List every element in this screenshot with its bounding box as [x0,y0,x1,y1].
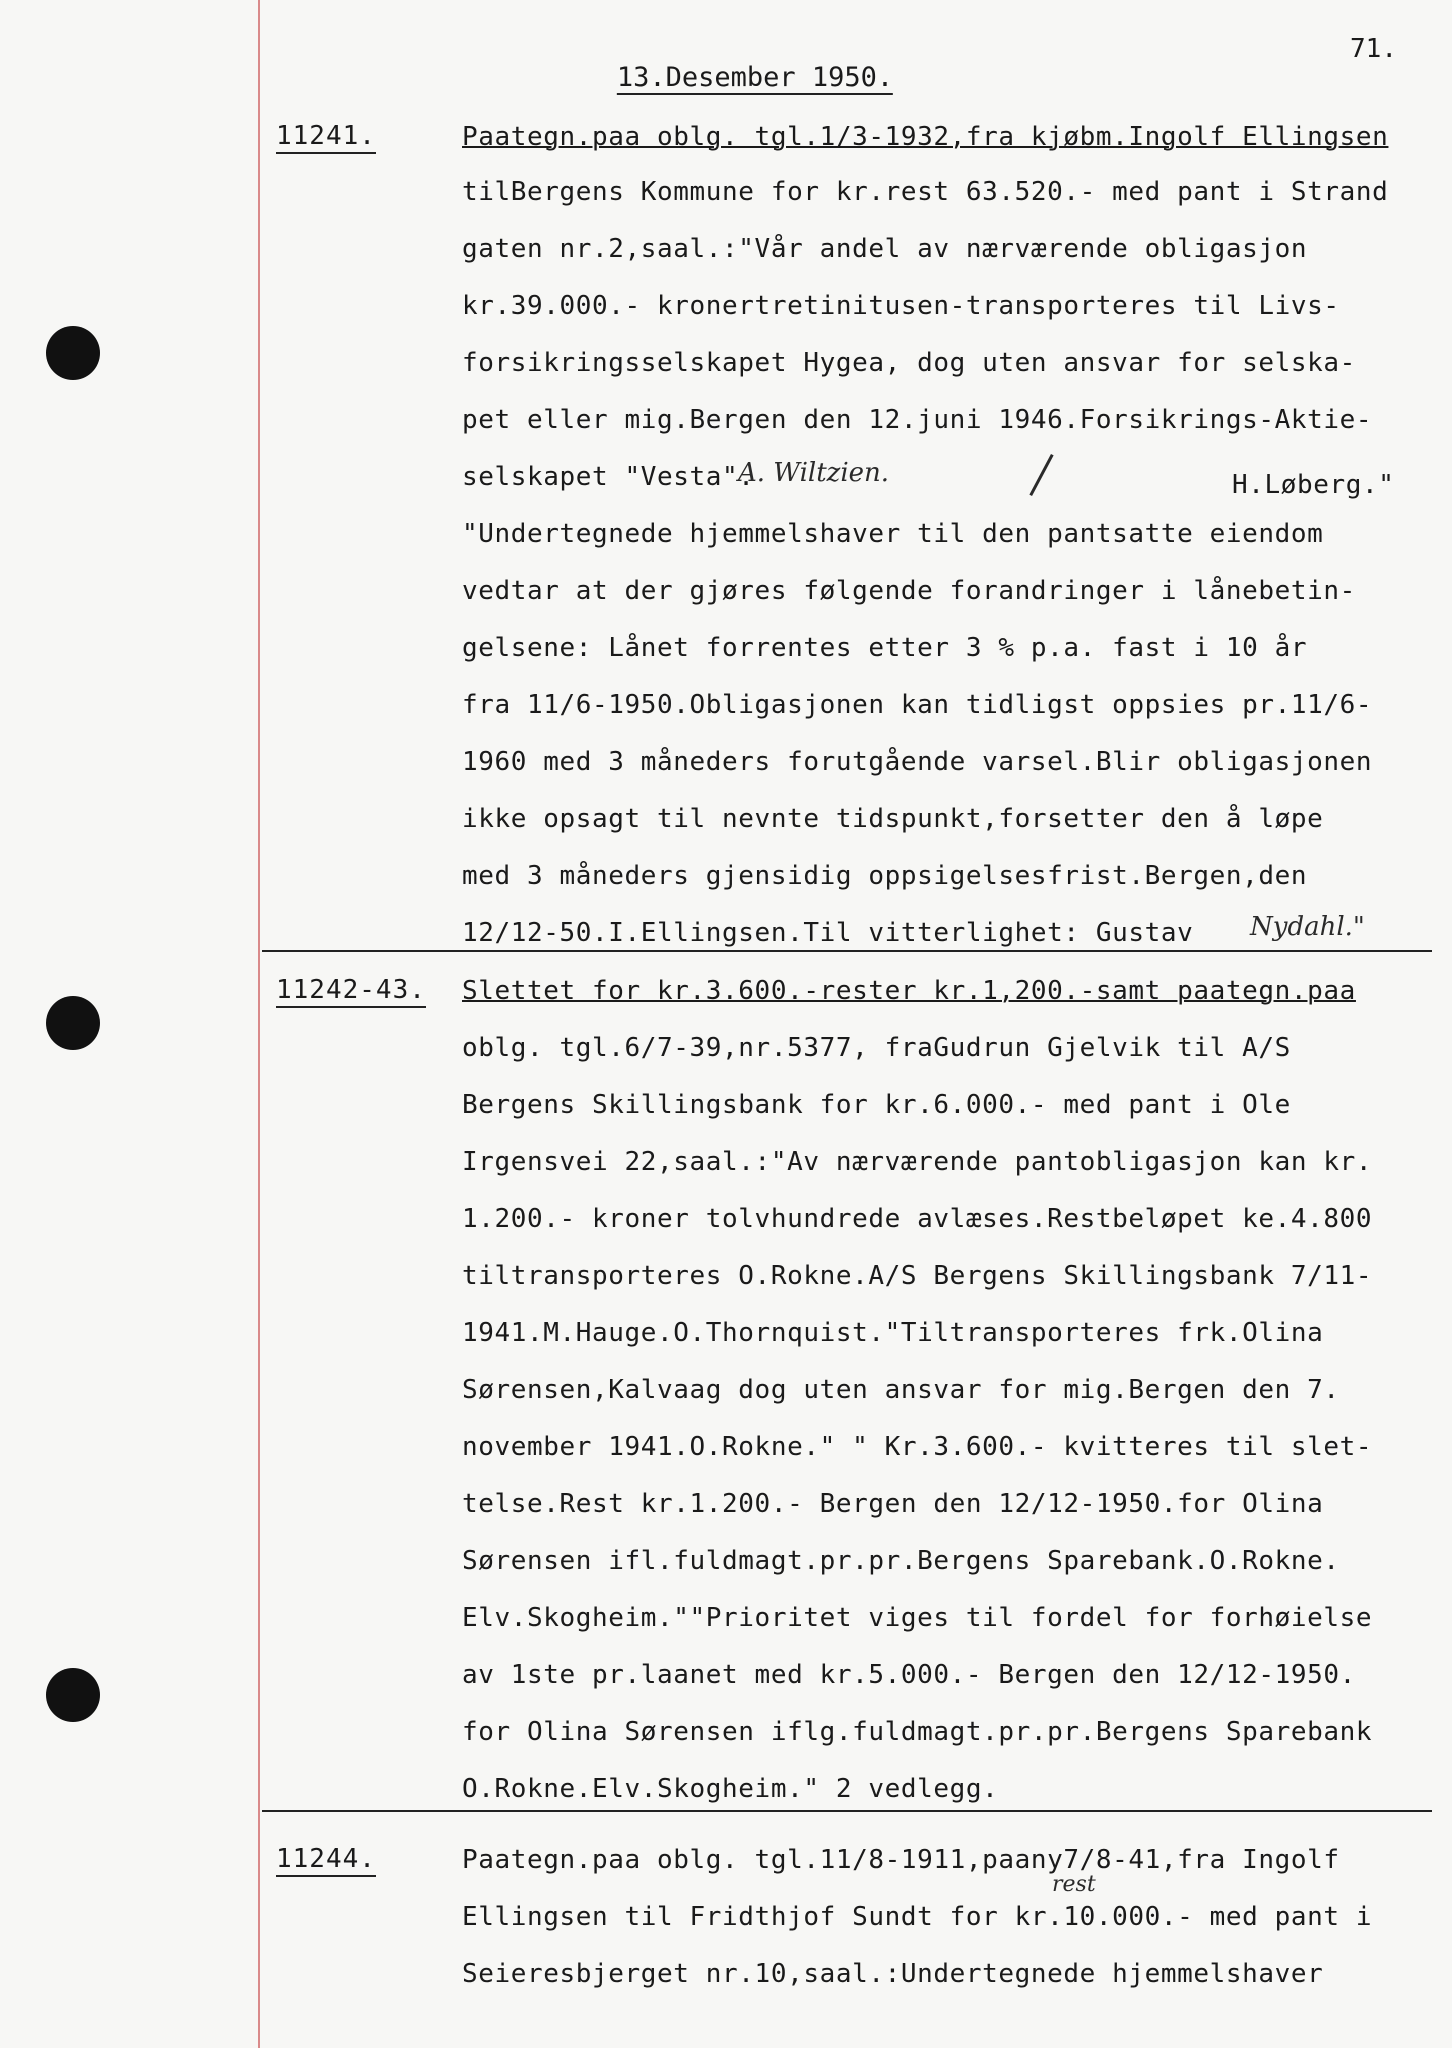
entry-line: tilBergens Kommune for kr.rest 63.520.- med pant i Strand [462,177,1389,207]
signature-slash [1029,454,1053,496]
entry-line: kr.39.000.- kronertretinitusen-transporteres til Livs- [462,291,1340,321]
entry-line: tiltransporteres O.Rokne.A/S Bergens Skillingsbank 7/11- [462,1261,1373,1291]
signature-nydahl: Nydahl." [1250,912,1365,942]
entry-line: 1.200.- kroner tolvhundrede avlæses.Restbeløpet ke.4.800 [462,1204,1373,1234]
entry-line: gelsene: Lånet forrentes etter 3 % p.a. fast i 10 år [462,633,1308,663]
entry-number: 11242-43. [276,974,426,1008]
entry-line: Ellingsen til Fridthjof Sundt for kr.10.000.- med pant i [462,1902,1373,1932]
entry-separator [262,950,1432,952]
entry-line: Slettet for kr.3.600.-rester kr.1,200.-samt paategn.paa [462,976,1356,1006]
entry-line: telse.Rest kr.1.200.- Bergen den 12/12-1950.for Olina [462,1489,1324,1519]
entry-line: Seieresbjerget nr.10,saal.:Undertegnede hjemmelshaver [462,1959,1324,1989]
entry-line: O.Rokne.Elv.Skogheim." 2 vedlegg. [462,1774,999,1804]
entry-line: Bergens Skillingsbank for kr.6.000.- med pant i Ole [462,1090,1291,1120]
entry-number: 11241. [276,120,376,154]
entry-line: Paategn.paa oblg. tgl.11/8-1911,paany7/8-41,fra Ingolf [462,1845,1340,1875]
entry-line: gaten nr.2,saal.:"Vår andel av nærværende obligasjon [462,234,1308,264]
entry-line: forsikringsselskapet Hygea, dog uten ansvar for selska- [462,348,1356,378]
entry-line: 1960 med 3 måneders forutgående varsel.Blir obligasjonen [462,747,1373,777]
entry-line: pet eller mig.Bergen den 12.juni 1946.Forsikrings-Aktie- [462,405,1373,435]
punch-hole-bottom [46,1668,100,1722]
entry-line: fra 11/6-1950.Obligasjonen kan tidligst oppsies pr.11/6- [462,690,1373,720]
signature-loberg: H.Løberg." [1232,470,1395,500]
annotation-rest: rest [1052,1872,1096,1897]
entry-line: vedtar at der gjøres følgende forandringer i lånebetin- [462,576,1356,606]
signature-wiltzien: A. Wiltzien. [738,458,890,488]
entry-line: Irgensvei 22,saal.:"Av nærværende pantobligasjon kan kr. [462,1147,1373,1177]
entry-line: Elv.Skogheim.""Prioritet viges til fordel for forhøielse [462,1603,1373,1633]
entry-line: 1941.M.Hauge.O.Thornquist."Tiltransporteres frk.Olina [462,1318,1324,1348]
punch-hole-middle [46,996,100,1050]
entry-line: med 3 måneders gjensidig oppsigelsesfrist.Bergen,den [462,861,1308,891]
entry-separator [262,1810,1432,1812]
entry-line: Sørensen,Kalvaag dog uten ansvar for mig.Bergen den 7. [462,1375,1340,1405]
entry-line: av 1ste pr.laanet med kr.5.000.- Bergen den 12/12-1950. [462,1660,1356,1690]
header-date: 13.Desember 1950. [616,62,894,93]
entry-line: selskapet "Vesta". [462,462,755,492]
punch-hole-top [46,326,100,380]
entry-number: 11244. [276,1843,376,1877]
page-number: 71. [1350,34,1397,64]
entry-line: for Olina Sørensen iflg.fuldmagt.pr.pr.Bergens Sparebank [462,1717,1373,1747]
entry-line: ikke opsagt til nevnte tidspunkt,forsetter den å løpe [462,804,1324,834]
entry-line: Paategn.paa oblg. tgl.1/3-1932,fra kjøbm.Ingolf Ellingsen [462,122,1389,152]
entry-line: 12/12-50.I.Ellingsen.Til vitterlighet: Gustav [462,918,1194,948]
margin-line [258,0,260,2048]
entry-line: november 1941.O.Rokne." " Kr.3.600.- kvitteres til slet- [462,1432,1373,1462]
entry-line: Sørensen ifl.fuldmagt.pr.pr.Bergens Sparebank.O.Rokne. [462,1546,1340,1576]
entry-line: oblg. tgl.6/7-39,nr.5377, fraGudrun Gjelvik til A/S [462,1033,1291,1063]
entry-line: "Undertegnede hjemmelshaver til den pantsatte eiendom [462,519,1324,549]
